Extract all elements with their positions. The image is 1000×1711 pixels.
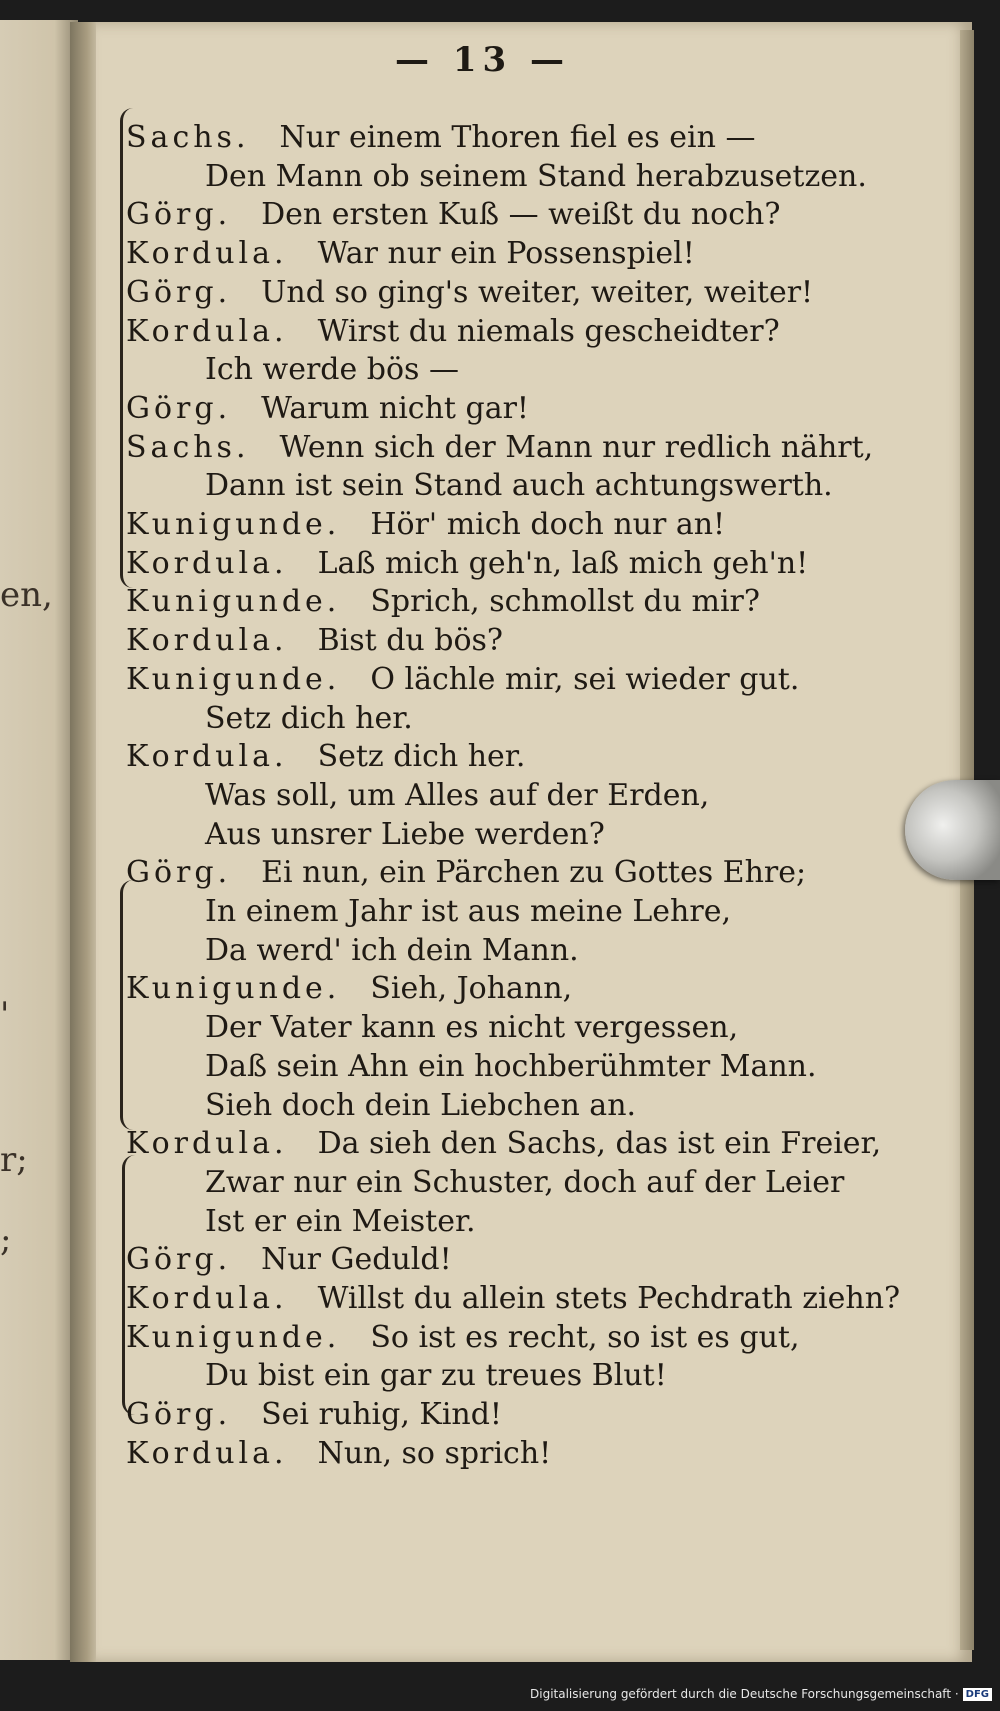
line-text: Daß sein Ahn ein hochberühmter Mann. xyxy=(205,1048,817,1084)
speaker-name: Kunigunde. xyxy=(126,1319,341,1355)
verse-line xyxy=(126,1281,900,1316)
speaker-name: Görg. xyxy=(126,855,232,891)
line-text: Sieh, Johann, xyxy=(370,971,573,1007)
verse-line xyxy=(126,314,780,349)
verse-line xyxy=(126,662,799,697)
verse-line xyxy=(126,1397,502,1432)
verse-line xyxy=(126,855,806,890)
speaker-name: Kordula. xyxy=(126,1281,288,1316)
line-text: Zwar nur ein Schuster, doch auf der Leier xyxy=(205,1164,845,1200)
verse-line xyxy=(126,1242,452,1277)
verse-line xyxy=(126,546,808,581)
speaker-name: Görg. xyxy=(126,1397,232,1433)
speaker-name: Sachs. xyxy=(126,429,250,465)
verse-line xyxy=(126,1126,881,1161)
line-text: Den Mann ob seinem Stand herabzusetzen. xyxy=(205,158,867,194)
speaker-name: Kordula. xyxy=(126,545,288,581)
verse-line xyxy=(205,778,709,813)
book-gutter xyxy=(70,22,98,1662)
line-text: Hör' mich doch nur an! xyxy=(370,507,726,542)
line-text: O lächle mir, sei wieder gut. xyxy=(370,661,800,697)
line-text: Laß mich geh'n, laß mich geh'n! xyxy=(317,545,809,581)
line-text: Nur Geduld! xyxy=(261,1242,452,1278)
line-text: Und so ging's weiter, weiter, weiter! xyxy=(261,274,814,310)
line-text: So ist es recht, so ist es gut, xyxy=(370,1319,800,1355)
line-text: Sprich, schmollst du mir? xyxy=(370,584,760,620)
verse-line xyxy=(126,1320,799,1355)
line-text: Aus unsrer Liebe werden? xyxy=(205,816,605,852)
speaker-name: Görg. xyxy=(126,274,232,310)
line-text: Da werd' ich dein Mann. xyxy=(205,932,579,968)
verse-line xyxy=(126,236,695,271)
line-text: Den ersten Kuß — weißt du noch? xyxy=(261,197,781,233)
line-text: War nur ein Possenspiel! xyxy=(317,236,695,272)
verse-line xyxy=(205,352,459,387)
verse-line xyxy=(126,739,525,774)
speaker-name: Kordula. xyxy=(126,739,288,775)
speaker-name: Görg. xyxy=(126,390,232,426)
line-text: Sei ruhig, Kind! xyxy=(261,1397,502,1433)
line-text: Bist du bös? xyxy=(317,623,503,659)
verse-line xyxy=(126,1436,551,1471)
line-text: Wenn sich der Mann nur redlich nährt, xyxy=(279,429,874,465)
line-text: Ich werde bös — xyxy=(205,352,459,388)
verse-line xyxy=(205,894,731,929)
speaker-name: Sachs. xyxy=(126,120,250,155)
verse-line xyxy=(126,391,529,426)
line-text: Warum nicht gar! xyxy=(261,390,529,426)
line-text: Setz dich her. xyxy=(205,700,413,736)
page-clip xyxy=(905,780,1000,880)
verse-line xyxy=(126,971,572,1006)
line-text: Dann ist sein Stand auch achtungswerth. xyxy=(205,468,833,504)
verse-line xyxy=(126,507,725,542)
left-page-fragment: r; xyxy=(0,1140,28,1180)
verse-line xyxy=(205,159,867,194)
speaker-name: Kordula. xyxy=(126,313,288,349)
left-page-fragment: ' xyxy=(0,995,10,1035)
verse-line xyxy=(205,1088,636,1123)
verse-line xyxy=(126,623,503,658)
verse-line xyxy=(126,197,780,232)
verse-line xyxy=(205,817,605,852)
speaker-name: Kordula. xyxy=(126,1435,288,1471)
verse-line xyxy=(126,120,756,155)
footer xyxy=(530,1687,992,1701)
verse-line xyxy=(205,1204,476,1239)
speaker-name: Kordula. xyxy=(126,1126,288,1162)
line-text: Was soll, um Alles auf der Erden, xyxy=(205,777,710,813)
verse-line xyxy=(126,275,813,310)
verse-line xyxy=(126,430,873,465)
speaker-name: Kordula. xyxy=(126,236,288,272)
verse-line xyxy=(205,1010,738,1045)
footer-credit: Digitalisierung gefördert durch die Deutsche Forschungsgemeinschaft · xyxy=(530,1687,959,1701)
left-page xyxy=(0,20,78,1660)
line-text: Wirst du niemals gescheidter? xyxy=(317,313,780,349)
speaker-name: Kordula. xyxy=(126,623,288,659)
line-text: Sieh doch dein Liebchen an. xyxy=(205,1087,637,1123)
verse-line xyxy=(205,1049,817,1084)
line-text: Du bist ein gar zu treues Blut! xyxy=(205,1358,667,1394)
line-text: Ei nun, ein Pärchen zu Gottes Ehre; xyxy=(261,855,807,891)
left-page-fragment: ; xyxy=(0,1220,12,1260)
speaker-name: Kunigunde. xyxy=(126,507,341,542)
speaker-name: Kunigunde. xyxy=(126,971,341,1007)
line-text: In einem Jahr ist aus meine Lehre, xyxy=(205,894,731,929)
line-text: Nur einem Thoren fiel es ein — xyxy=(279,120,756,155)
verse-line xyxy=(205,468,833,503)
dfg-logo: DFG xyxy=(963,1688,992,1701)
line-text: Nun, so sprich! xyxy=(317,1435,552,1471)
page-number: — 13 — xyxy=(395,40,570,80)
left-page-fragment: en, xyxy=(0,575,53,615)
verse-line xyxy=(205,933,579,968)
line-text: Ist er ein Meister. xyxy=(205,1203,476,1239)
verse-line xyxy=(205,1358,667,1393)
speaker-name: Kunigunde. xyxy=(126,584,341,620)
speaker-name: Kunigunde. xyxy=(126,661,341,697)
verse-line xyxy=(205,701,413,736)
verse-line xyxy=(205,1165,844,1200)
line-text: Willst du allein stets Pechdrath ziehn? xyxy=(317,1281,901,1316)
line-text: Da sieh den Sachs, das ist ein Freier, xyxy=(317,1126,882,1162)
line-text: Setz dich her. xyxy=(317,739,526,775)
verse-line xyxy=(126,584,760,619)
line-text: Der Vater kann es nicht vergessen, xyxy=(205,1010,739,1046)
speaker-name: Görg. xyxy=(126,197,232,233)
speaker-name: Görg. xyxy=(126,1242,232,1278)
